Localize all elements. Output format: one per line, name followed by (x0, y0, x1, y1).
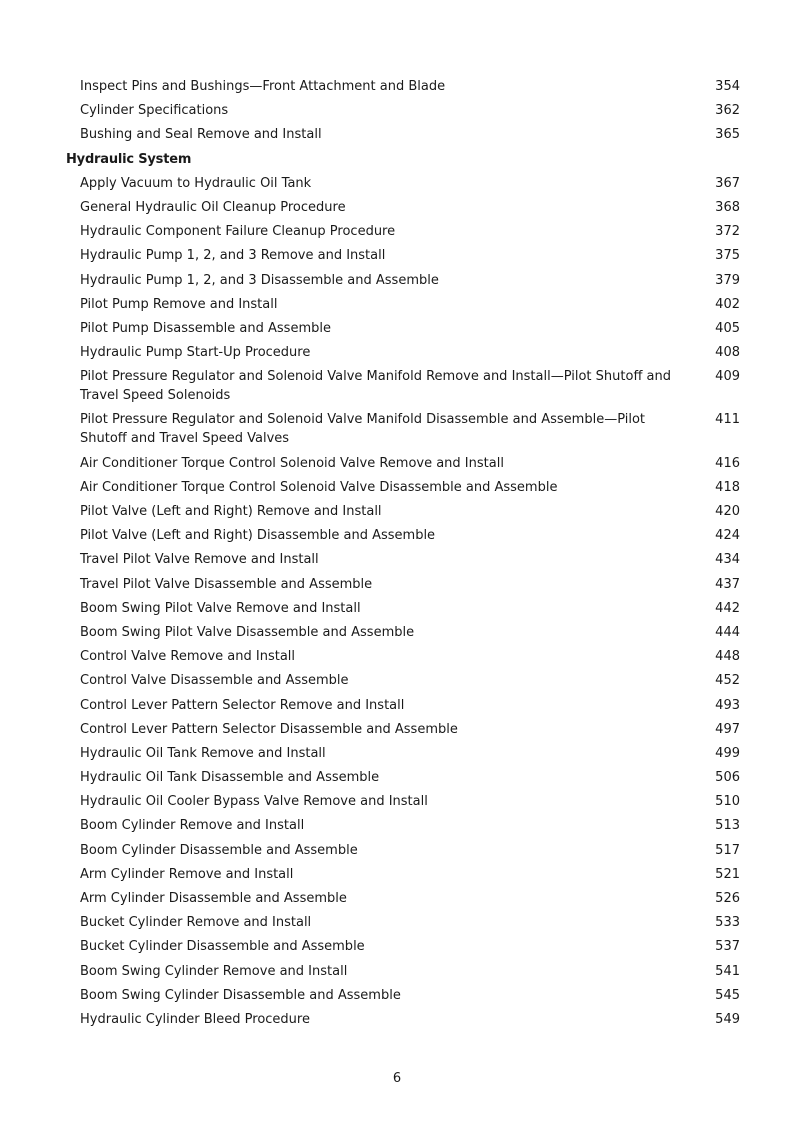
entry-page-number: 379 (715, 272, 740, 288)
entry-title: Air Conditioner Torque Control Solenoid Valve Disassemble and Assemble (80, 479, 558, 495)
entry-page-number: 405 (715, 320, 740, 336)
entry-page-number: 506 (715, 770, 740, 786)
entry-page-number: 541 (715, 963, 740, 979)
entry-title: Control Lever Pattern Selector Remove and Install (80, 697, 405, 713)
toc-entry[interactable] (66, 671, 746, 690)
toc-entry[interactable] (66, 295, 746, 314)
entry-title: Pilot Pump Remove and Install (80, 296, 278, 312)
entry-title: Bushing and Seal Remove and Install (80, 127, 322, 143)
toc-entry[interactable] (66, 550, 746, 569)
toc-entry[interactable] (66, 962, 746, 981)
toc-entry[interactable] (66, 768, 746, 787)
entry-page-number: 365 (715, 127, 740, 143)
entry-page-number: 448 (715, 649, 740, 665)
entry-page-number: 497 (715, 721, 740, 737)
entry-title: Boom Cylinder Remove and Install (80, 818, 305, 834)
toc-entry[interactable] (66, 174, 746, 193)
entry-page-number: 408 (715, 345, 740, 361)
entry-page-number: 375 (715, 248, 740, 264)
entry-title: Hydraulic Pump Start-Up Procedure (80, 345, 311, 361)
entry-page-number: 416 (715, 455, 740, 471)
entry-page-number: 444 (715, 624, 740, 640)
entry-page-number: 409 (715, 369, 740, 385)
entry-page-number: 362 (715, 103, 740, 119)
toc-section-heading (66, 150, 746, 169)
toc-entry[interactable] (66, 271, 746, 290)
toc-entry[interactable] (66, 367, 746, 405)
entry-title: Pilot Pressure Regulator and Solenoid Valve Manifold Disassemble and Assemble—Pilot Shutoff and Travel Speed Valves (80, 412, 646, 447)
toc-entry[interactable] (66, 198, 746, 217)
toc-entry[interactable] (66, 575, 746, 594)
entry-title: Air Conditioner Torque Control Solenoid Valve Remove and Install (80, 455, 504, 471)
toc-entry[interactable] (66, 696, 746, 715)
toc-entry[interactable] (66, 865, 746, 884)
toc-entry[interactable] (66, 526, 746, 545)
entry-title: Hydraulic Component Failure Cleanup Procedure (80, 224, 396, 240)
entry-title: Boom Swing Pilot Valve Remove and Install (80, 600, 361, 616)
entry-title: Boom Swing Cylinder Disassemble and Assemble (80, 987, 401, 1003)
entry-title: Hydraulic Oil Cooler Bypass Valve Remove and Install (80, 794, 428, 810)
entry-page-number: 368 (715, 199, 740, 215)
toc-entry[interactable] (66, 246, 746, 265)
toc-entry[interactable] (66, 841, 746, 860)
entry-page-number: 442 (715, 600, 740, 616)
toc-entry[interactable] (66, 454, 746, 473)
toc-entry[interactable] (66, 478, 746, 497)
entry-title: Bucket Cylinder Disassemble and Assemble (80, 939, 365, 955)
entry-title: Arm Cylinder Remove and Install (80, 866, 294, 882)
entry-page-number: 402 (715, 296, 740, 312)
entry-page-number: 510 (715, 794, 740, 810)
entry-title: Pilot Valve (Left and Right) Remove and Install (80, 504, 382, 519)
entry-title: Hydraulic Cylinder Bleed Procedure (80, 1011, 310, 1027)
toc-entry[interactable] (66, 720, 746, 739)
entry-page-number: 513 (715, 818, 740, 834)
entry-title: Boom Cylinder Disassemble and Assemble (80, 842, 358, 858)
entry-page-number: 533 (715, 915, 740, 931)
section-title: Hydraulic System (66, 151, 192, 167)
toc-entry[interactable] (66, 77, 746, 96)
entry-page-number: 517 (715, 842, 740, 858)
entry-page-number: 521 (715, 866, 740, 882)
toc-entry[interactable] (66, 319, 746, 338)
entry-page-number: 499 (715, 745, 740, 761)
entry-page-number: 437 (715, 576, 740, 592)
entry-title: Hydraulic Pump 1, 2, and 3 Disassemble and Assemble (80, 272, 439, 288)
entry-title: Control Lever Pattern Selector Disassemble and Assemble (80, 721, 458, 737)
entry-page-number: 354 (715, 79, 740, 94)
entry-title: Pilot Valve (Left and Right) Disassemble and Assemble (80, 528, 436, 544)
entry-page-number: 418 (715, 479, 740, 495)
page-number: 6 (392, 1071, 402, 1086)
entry-title: Control Valve Disassemble and Assemble (80, 673, 349, 689)
toc-entry[interactable] (66, 125, 746, 144)
toc-entry[interactable] (66, 816, 746, 835)
entry-title: Travel Pilot Valve Disassemble and Assemble (80, 576, 373, 592)
entry-page-number: 493 (715, 697, 740, 713)
table-of-contents (66, 77, 746, 1034)
entry-title: General Hydraulic Oil Cleanup Procedure (80, 199, 346, 215)
toc-entry[interactable] (66, 222, 746, 241)
toc-entry[interactable] (66, 599, 746, 618)
entry-page-number: 452 (715, 673, 740, 689)
toc-entry[interactable] (66, 410, 746, 448)
entry-page-number: 420 (715, 504, 740, 519)
toc-entry[interactable] (66, 1010, 746, 1029)
entry-title: Hydraulic Oil Tank Disassemble and Assemble (80, 770, 380, 786)
entry-title: Hydraulic Pump 1, 2, and 3 Remove and Install (80, 248, 386, 264)
entry-title: Cylinder Specifications (80, 103, 229, 119)
entry-page-number: 545 (715, 987, 740, 1003)
toc-entry[interactable] (66, 502, 746, 521)
entry-page-number: 549 (715, 1011, 740, 1027)
toc-entry[interactable] (66, 647, 746, 666)
entry-title: Boom Swing Cylinder Remove and Install (80, 963, 348, 979)
entry-title: Travel Pilot Valve Remove and Install (80, 552, 319, 568)
entry-page-number: 434 (715, 552, 740, 568)
entry-page-number: 372 (715, 224, 740, 240)
entry-title: Apply Vacuum to Hydraulic Oil Tank (80, 175, 312, 191)
entry-title: Pilot Pressure Regulator and Solenoid Valve Manifold Remove and Install—Pilot Shutoff and Travel Speed Solenoids (80, 369, 671, 404)
toc-entry[interactable] (66, 623, 746, 642)
entry-title: Arm Cylinder Disassemble and Assemble (80, 891, 347, 906)
toc-entry[interactable] (66, 889, 746, 908)
entry-title: Inspect Pins and Bushings—Front Attachment and Blade (80, 79, 446, 94)
entry-title: Boom Swing Pilot Valve Disassemble and Assemble (80, 624, 415, 640)
entry-page-number: 526 (715, 891, 740, 906)
entry-page-number: 367 (715, 175, 740, 191)
toc-entry[interactable] (66, 937, 746, 956)
entry-page-number: 537 (715, 939, 740, 955)
toc-entry[interactable] (66, 792, 746, 811)
toc-entry[interactable] (66, 913, 746, 932)
toc-entry[interactable] (66, 343, 746, 362)
entry-title: Hydraulic Oil Tank Remove and Install (80, 745, 326, 761)
entry-title: Control Valve Remove and Install (80, 649, 296, 665)
toc-entry[interactable] (66, 744, 746, 763)
toc-entry[interactable] (66, 986, 746, 1005)
toc-entry[interactable] (66, 101, 746, 120)
entry-page-number: 411 (715, 412, 740, 428)
entry-page-number: 424 (715, 528, 740, 544)
entry-title: Pilot Pump Disassemble and Assemble (80, 320, 331, 336)
entry-title: Bucket Cylinder Remove and Install (80, 915, 312, 931)
